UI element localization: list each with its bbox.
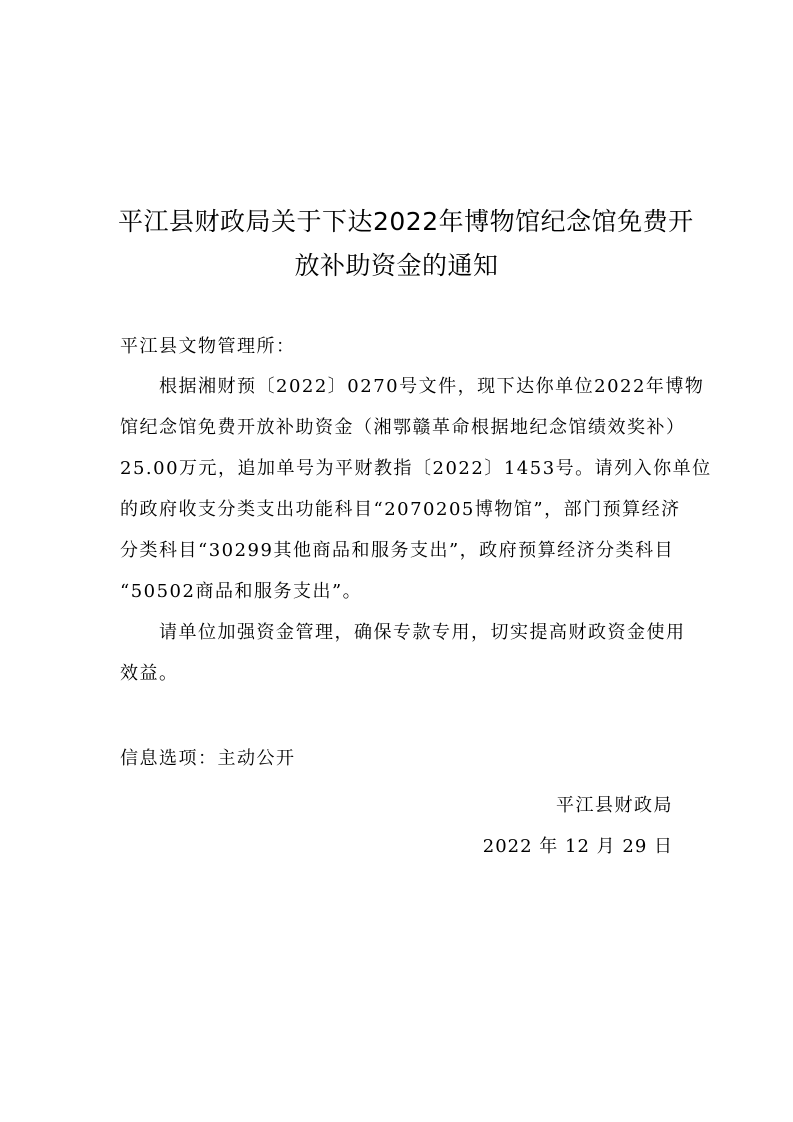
disclosure-option: 信息选项：主动公开 bbox=[120, 748, 296, 769]
title-line: 平江县财政局关于下达2022年博物馆纪念馆免费开 bbox=[118, 207, 694, 236]
issue-date: 2022 年 12 月 29 日 bbox=[482, 836, 673, 857]
title-line: 放补助资金的通知 bbox=[294, 251, 499, 280]
paragraph-line: 请单位加强资金管理，确保专款专用，切实提高财政资金使用 bbox=[120, 622, 686, 643]
signer: 平江县财政局 bbox=[556, 795, 673, 816]
paragraph-line: 效益。 bbox=[120, 663, 179, 684]
paragraph-line: 的政府收支分类支出功能科目“2070205博物馆”，部门预算经济 bbox=[120, 499, 681, 520]
paragraph-line: “50502商品和服务支出”。 bbox=[120, 581, 363, 602]
recipient-line: 平江县文物管理所： bbox=[120, 336, 296, 357]
paragraph-line: 分类科目“30299其他商品和服务支出”，政府预算经济分类科目 bbox=[120, 540, 675, 561]
paragraph-line: 馆纪念馆免费开放补助资金（湘鄂赣革命根据地纪念馆绩效奖补） bbox=[120, 417, 686, 438]
body-paragraph bbox=[120, 366, 712, 612]
body-paragraph bbox=[120, 612, 686, 694]
document-title bbox=[118, 200, 694, 288]
paragraph-line: 25.00万元，追加单号为平财教指〔2022〕1453号。请列入你单位 bbox=[120, 458, 712, 479]
paragraph-line: 根据湘财预〔2022〕0270号文件，现下达你单位2022年博物 bbox=[120, 376, 705, 397]
